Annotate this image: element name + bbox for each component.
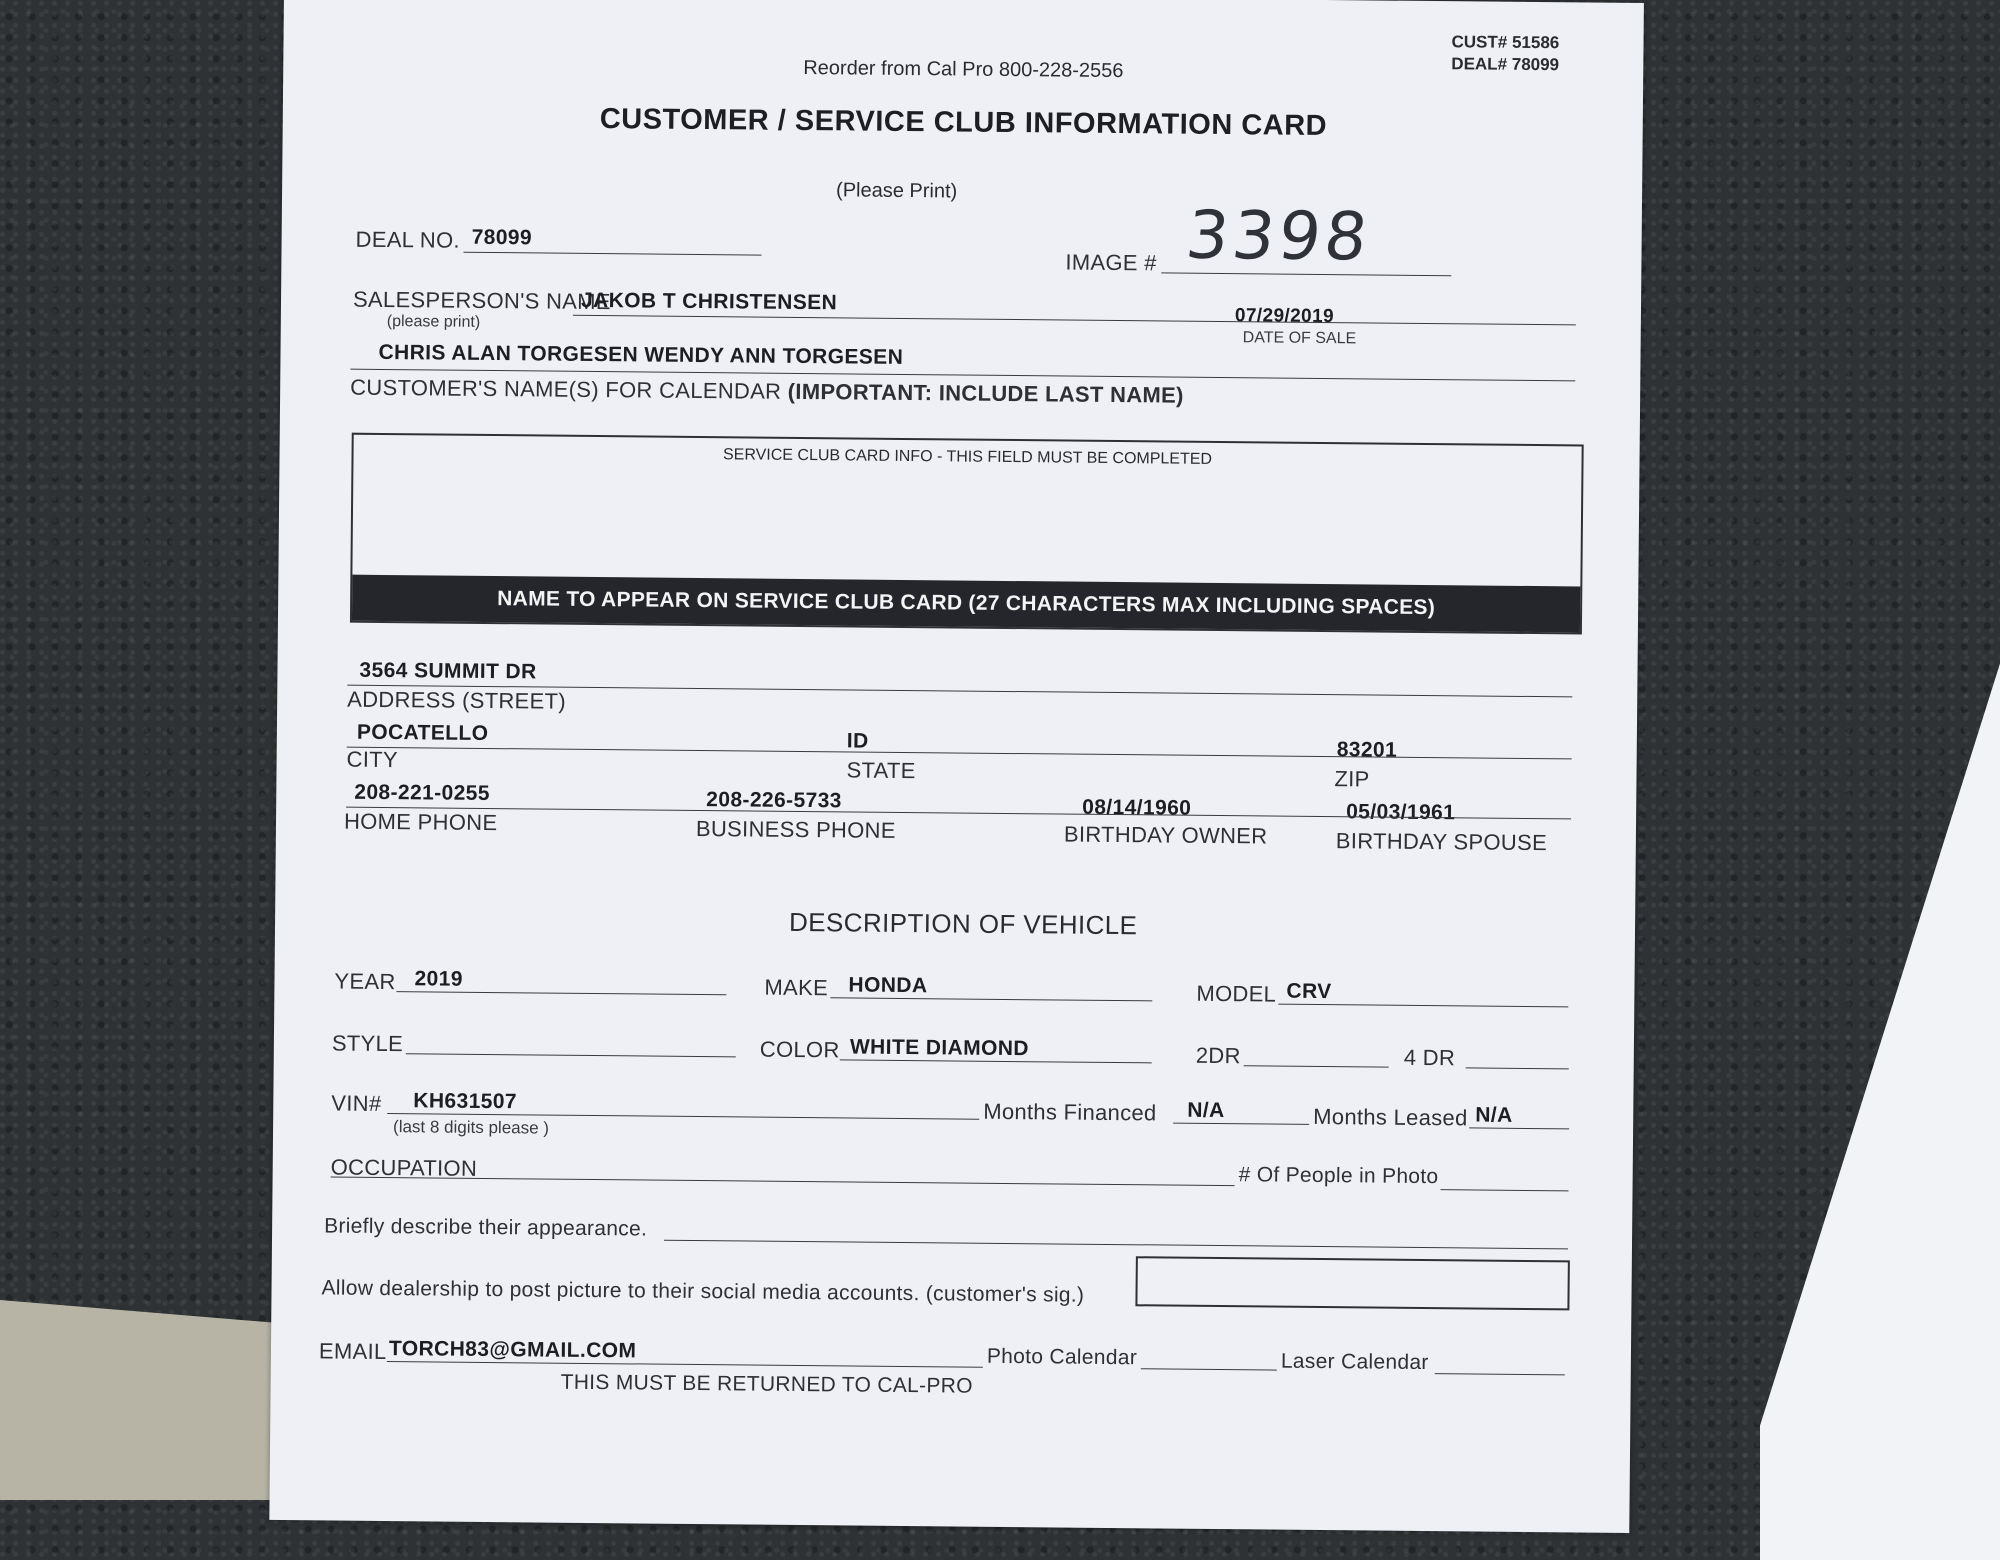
vin-sublabel: (last 8 digits please ) bbox=[393, 1117, 550, 1138]
year-label: YEAR bbox=[334, 968, 396, 995]
color-label: COLOR bbox=[759, 1036, 840, 1063]
birthday-spouse-label: BIRTHDAY SPOUSE bbox=[1335, 828, 1548, 856]
street-value[interactable]: 3564 SUMMIT DR bbox=[359, 658, 537, 684]
state-value[interactable]: ID bbox=[846, 729, 869, 753]
months-leased-value[interactable]: N/A bbox=[1475, 1103, 1513, 1127]
style-label: STYLE bbox=[331, 1030, 404, 1057]
vin-label: VIN# bbox=[331, 1090, 382, 1116]
laser-calendar-line[interactable] bbox=[1435, 1373, 1565, 1375]
2dr-label: 2DR bbox=[1195, 1042, 1241, 1069]
4dr-line[interactable] bbox=[1466, 1067, 1569, 1069]
please-print-note: (Please Print) bbox=[835, 179, 958, 203]
months-leased-label: Months Leased bbox=[1313, 1103, 1468, 1131]
deal-no-value[interactable]: 78099 bbox=[471, 225, 533, 250]
4dr-label: 4 DR bbox=[1403, 1044, 1456, 1071]
city-value[interactable]: POCATELLO bbox=[356, 720, 489, 745]
appearance-line[interactable] bbox=[664, 1240, 1568, 1250]
city-label: CITY bbox=[346, 746, 399, 773]
birthday-spouse-value[interactable]: 05/03/1961 bbox=[1346, 800, 1456, 825]
salesperson-value[interactable]: JAKOB T CHRISTENSEN bbox=[580, 288, 838, 315]
zip-value[interactable]: 83201 bbox=[1336, 738, 1398, 762]
year-value[interactable]: 2019 bbox=[414, 967, 463, 991]
date-of-sale-label: DATE OF SALE bbox=[1242, 329, 1357, 348]
image-number-handwritten[interactable]: 3398 bbox=[1182, 196, 1376, 276]
model-value[interactable]: CRV bbox=[1286, 979, 1332, 1004]
date-of-sale-value[interactable]: 07/29/2019 bbox=[1234, 305, 1335, 328]
deal-number-corner: DEAL# 78099 bbox=[1451, 54, 1560, 75]
customer-names-value[interactable]: CHRIS ALAN TORGESEN WENDY ANN TORGESEN bbox=[378, 340, 904, 369]
make-label: MAKE bbox=[764, 974, 829, 1001]
second-paper-sheet bbox=[1760, 600, 2000, 1560]
return-to-cal-pro-footer: THIS MUST BE RETURNED TO CAL-PRO bbox=[560, 1370, 973, 1398]
people-in-photo-label: # Of People in Photo bbox=[1238, 1163, 1439, 1189]
deal-no-line bbox=[463, 252, 761, 256]
birthday-owner-value[interactable]: 08/14/1960 bbox=[1082, 795, 1192, 820]
model-label: MODEL bbox=[1196, 980, 1277, 1007]
state-label: STATE bbox=[846, 757, 916, 784]
style-line[interactable] bbox=[406, 1053, 736, 1057]
color-value[interactable]: WHITE DIAMOND bbox=[849, 1035, 1029, 1061]
vehicle-heading: DESCRIPTION OF VEHICLE bbox=[788, 906, 1138, 941]
business-phone-value[interactable]: 208-226-5733 bbox=[706, 788, 842, 813]
customer-signature-box[interactable] bbox=[1135, 1256, 1569, 1310]
corner-codes bbox=[1451, 31, 1559, 76]
deal-no-label: DEAL NO. bbox=[355, 226, 461, 253]
business-phone-label: BUSINESS PHONE bbox=[695, 815, 896, 843]
customer-names-label-important: (IMPORTANT: INCLUDE LAST NAME) bbox=[787, 378, 1184, 408]
months-financed-label: Months Financed bbox=[983, 1098, 1157, 1126]
service-club-header: SERVICE CLUB CARD INFO - THIS FIELD MUST BE COMPLETED bbox=[722, 446, 1213, 468]
service-club-name-bar: NAME TO APPEAR ON SERVICE CLUB CARD (27 CHARACTERS MAX INCLUDING SPACES) bbox=[352, 575, 1580, 633]
photo-calendar-label: Photo Calendar bbox=[986, 1344, 1138, 1370]
birthday-owner-label: BIRTHDAY OWNER bbox=[1063, 821, 1268, 849]
email-value[interactable]: TORCH83@GMAIL.COM bbox=[388, 1337, 637, 1363]
home-phone-label: HOME PHONE bbox=[343, 808, 498, 836]
service-club-box[interactable] bbox=[350, 433, 1584, 635]
make-value[interactable]: HONDA bbox=[848, 973, 928, 998]
email-label: EMAIL bbox=[318, 1338, 387, 1365]
information-card-sheet bbox=[269, 0, 1644, 1533]
people-in-photo-line[interactable] bbox=[1441, 1189, 1569, 1191]
email-line bbox=[387, 1361, 983, 1368]
form-title: CUSTOMER / SERVICE CLUB INFORMATION CARD bbox=[599, 103, 1328, 143]
cust-number: CUST# 51586 bbox=[1451, 32, 1560, 53]
months-leased-line bbox=[1469, 1127, 1569, 1129]
social-media-consent-label: Allow dealership to post picture to their social media accounts. (customer's sig.) bbox=[321, 1276, 1085, 1307]
street-label: ADDRESS (STREET) bbox=[347, 686, 567, 714]
months-financed-line bbox=[1173, 1123, 1309, 1125]
customer-names-label-text: CUSTOMER'S NAME(S) FOR CALENDAR bbox=[350, 374, 782, 404]
year-line bbox=[396, 991, 726, 995]
salesperson-sublabel: (please print) bbox=[386, 313, 481, 331]
photo-calendar-line[interactable] bbox=[1141, 1368, 1277, 1370]
2dr-line[interactable] bbox=[1244, 1065, 1389, 1067]
salesperson-label: SALESPERSON'S NAME bbox=[352, 286, 611, 315]
laser-calendar-label: Laser Calendar bbox=[1280, 1349, 1429, 1375]
salesperson-line bbox=[573, 315, 1576, 326]
zip-label: ZIP bbox=[1334, 766, 1370, 792]
appearance-label: Briefly describe their appearance. bbox=[324, 1214, 648, 1241]
make-line bbox=[830, 997, 1152, 1001]
table-surface bbox=[0, 1300, 290, 1500]
model-line bbox=[1278, 1004, 1568, 1008]
occupation-label: OCCUPATION bbox=[330, 1154, 478, 1181]
reorder-text: Reorder from Cal Pro 800-228-2556 bbox=[803, 56, 1124, 83]
home-phone-value[interactable]: 208-221-0255 bbox=[354, 780, 491, 806]
months-financed-value[interactable]: N/A bbox=[1187, 1098, 1225, 1123]
vin-value[interactable]: KH631507 bbox=[413, 1089, 518, 1114]
customer-names-label bbox=[350, 375, 1184, 409]
image-number-label: IMAGE # bbox=[1065, 249, 1157, 276]
